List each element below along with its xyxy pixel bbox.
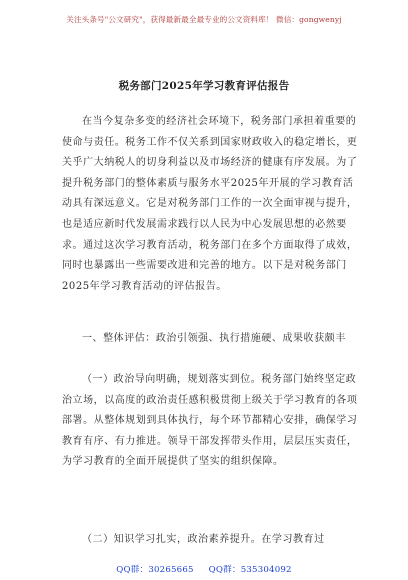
section-1-heading: 一、整体评估：政治引领强、执行措施硬、成果收获颇丰	[82, 333, 346, 344]
qq-group-1: QQ群：30265665	[116, 565, 194, 575]
subsection-1-paragraph: （一）政治导向明确，规划落实到位。税务部门始终坚定政治立场，以高度的政治责任感积极贯彻上级关于学习教育的各项部署。从整体规划到具体执行，每个环节都精心安排，确保学习教育有序、有力推进。领导干部发挥带头作用，层层压实责任，为学习教育的全面开展提供了坚实的组织保障。	[62, 374, 358, 468]
footer-contact	[0, 563, 408, 575]
qq-group-2: QQ群：535304092	[208, 565, 292, 575]
subsection-2-paragraph: （二）知识学习扎实，政治素养提升。在学习教育过	[82, 534, 325, 545]
intro-paragraph: 在当今复杂多变的经济社会环境下，税务部门承担着重要的使命与责任。税务工作不仅关系到国家财政收入的稳定增长，更关乎广大纳税人的切身利益以及市场经济的健康有序发展。为了提升税务部门的整体素质与服务水平2025年开展的学习教育活动具有深远意义。它是对税务部门工作的一次全面审视与提升，也是适应新时代发展需求践行以人民为中心发展思想的必然要求。通过这次学习教育活动，税务部门在多个方面取得了成效，同时也暴露出一些需要改进和完善的地方。以下是对税务部门2025年学习教育活动的评估报告。	[62, 116, 358, 292]
document-title: 税务部门2025年学习教育评估报告	[118, 80, 290, 92]
header-notice: 关注头条号"公文研究"，获得最新最全最专业的公文资料库！ 微信：gongwenyj	[66, 15, 342, 24]
